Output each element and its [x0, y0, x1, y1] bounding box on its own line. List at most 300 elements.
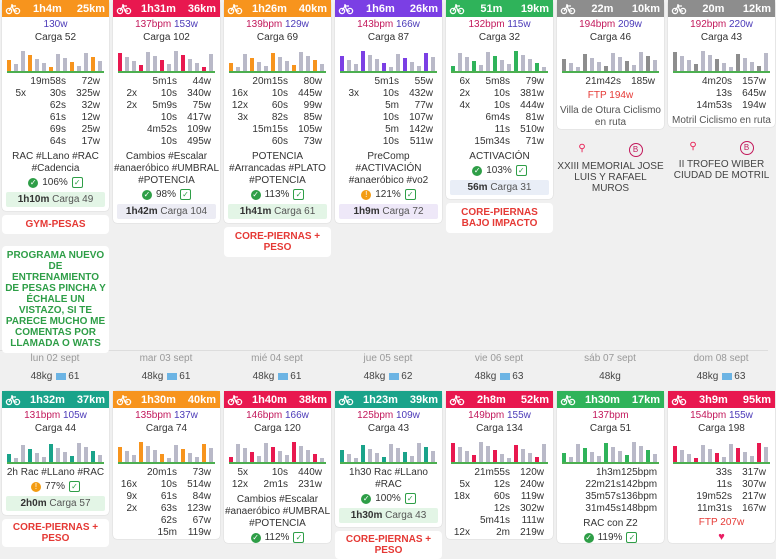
interval-duration: 11m31s — [697, 503, 732, 514]
profile-bar — [757, 66, 761, 71]
profile-bar — [673, 52, 677, 71]
profile-bar — [479, 65, 483, 71]
profile-bar — [417, 66, 421, 71]
weight-value: 48kg — [474, 371, 497, 382]
interval-reps: 9x — [126, 491, 137, 502]
interval-duration: 21m42s — [585, 76, 621, 87]
interval-row — [446, 503, 553, 515]
duration: 2h8m — [477, 393, 506, 406]
workout-note[interactable]: CORE-PIERNAS BAJO IMPACTO — [446, 203, 553, 233]
activity-tags: Cambios #Escalar #anaeróbico #UMBRAL #POTENCIA — [113, 151, 220, 186]
bike-icon — [339, 3, 353, 15]
interval-list — [335, 76, 442, 148]
interval-value: 12w — [81, 112, 100, 123]
completed-checkbox[interactable]: ✓ — [72, 177, 83, 188]
activity-header[interactable] — [668, 391, 775, 408]
day-label: jue 05 sept — [363, 353, 413, 364]
profile-bar — [264, 66, 268, 71]
day-label: mar 03 sept — [139, 353, 193, 364]
interval-row — [113, 467, 220, 479]
interval-value: 217w — [742, 491, 766, 502]
duration: 1h40m — [252, 393, 287, 406]
workout-note[interactable]: GYM-PESAS — [2, 215, 109, 234]
planned-duration: 56m — [467, 182, 488, 193]
interval-reps — [335, 100, 361, 112]
interval-reps: 16x — [231, 88, 248, 99]
profile-bar — [195, 457, 199, 462]
activity-card[interactable] — [668, 0, 775, 127]
bike-icon — [6, 394, 20, 406]
profile-bar — [264, 443, 268, 462]
hrv-icon — [389, 373, 399, 380]
workout-note[interactable]: CORE-PIERNAS + PESO — [2, 519, 109, 547]
interval-duration: 4m52s — [146, 124, 177, 135]
workout-note[interactable]: CORE-PIERNAS + PESO — [335, 531, 442, 559]
profile-bar — [569, 63, 573, 71]
interval-reps — [446, 112, 472, 124]
activity-stats — [2, 410, 109, 422]
hrv-icon — [722, 373, 732, 380]
interval-duration: 10s — [271, 88, 288, 99]
training-load: Carga 32 — [478, 32, 521, 43]
power-profile-chart — [340, 438, 437, 464]
interval-duration: 19m52s — [696, 491, 732, 502]
interval-row — [335, 76, 442, 88]
ftp-badge: FTP 207w — [698, 517, 745, 528]
profile-bar — [271, 447, 275, 462]
profile-bar — [35, 453, 39, 462]
interval-value: 55w — [414, 76, 433, 87]
profile-bar — [28, 449, 32, 462]
activity-header[interactable] — [113, 391, 220, 408]
interval-duration: 11s — [494, 124, 510, 135]
interval-value: 432w — [409, 88, 433, 99]
daily-metrics — [333, 371, 443, 382]
profile-bar — [28, 55, 32, 71]
profile-bar — [479, 442, 483, 462]
avg-heart-rate: 139bpm — [246, 19, 285, 30]
profile-bar — [118, 447, 122, 462]
profile-bar — [243, 448, 247, 462]
profile-bar — [306, 56, 310, 71]
activity-tags: ACTIVACIÓN — [469, 151, 530, 162]
training-load: Carga 52 — [34, 32, 77, 43]
interval-reps — [224, 136, 250, 148]
profile-bar — [403, 452, 407, 462]
interval-list — [668, 467, 775, 515]
interval-reps — [446, 124, 472, 136]
activity-header[interactable] — [446, 391, 553, 408]
interval-duration: 13s — [715, 88, 732, 99]
race-event[interactable] — [557, 143, 664, 194]
interval-row — [113, 491, 220, 503]
interval-reps — [2, 136, 28, 148]
profile-bar — [743, 452, 747, 462]
interval-row — [224, 88, 331, 100]
activity-tags: Cambios #Escalar #anaeróbico #UMBRAL #POTENCIA — [224, 494, 331, 529]
interval-value: 325w — [76, 88, 100, 99]
hrv-icon — [500, 373, 510, 380]
interval-reps — [668, 76, 694, 88]
compliance — [335, 189, 442, 200]
profile-bar — [451, 443, 455, 462]
profile-bar — [174, 445, 178, 462]
interval-row — [446, 491, 553, 503]
compliance — [2, 177, 109, 188]
interval-duration: 35m57s — [585, 491, 621, 502]
interval-reps — [668, 88, 694, 100]
completed-checkbox[interactable]: ✓ — [69, 481, 80, 492]
daily-metrics — [444, 371, 554, 382]
profile-bar — [715, 453, 719, 462]
interval-row — [557, 491, 664, 503]
activity-stats — [446, 410, 553, 422]
bike-icon — [339, 394, 353, 406]
activity-header[interactable] — [113, 0, 220, 17]
profile-bar — [625, 61, 629, 71]
interval-duration: 11s — [716, 479, 732, 490]
profile-bar — [153, 450, 157, 462]
interval-row — [224, 136, 331, 148]
profile-bar — [673, 446, 677, 462]
race-badges — [668, 141, 775, 155]
compliance — [335, 493, 442, 504]
activity-header[interactable] — [557, 391, 664, 408]
profile-bar — [195, 63, 199, 71]
interval-reps: 12x — [231, 100, 248, 111]
profile-bar — [292, 65, 296, 71]
interval-reps — [113, 467, 139, 479]
profile-bar — [597, 62, 601, 71]
profile-bar — [181, 55, 185, 71]
profile-bar — [722, 63, 726, 71]
profile-bar — [472, 455, 476, 462]
training-load: Carga 198 — [698, 423, 745, 434]
activity-card[interactable] — [446, 391, 553, 539]
profile-bar — [514, 445, 518, 462]
interval-value: 85w — [303, 112, 322, 123]
activity-stats — [224, 410, 331, 422]
completed-checkbox[interactable]: ✓ — [293, 532, 304, 543]
bike-icon — [561, 394, 575, 406]
interval-row — [446, 515, 553, 527]
interval-reps — [335, 136, 361, 148]
bike-icon — [6, 3, 20, 15]
activity-header[interactable] — [2, 0, 109, 17]
daily-metrics — [555, 371, 665, 382]
interval-duration: 10s — [493, 100, 510, 111]
profile-bar — [757, 443, 761, 462]
profile-bar — [202, 67, 206, 71]
profile-bar — [125, 451, 129, 462]
interval-row — [2, 112, 109, 124]
planned-duration: 1h10m — [17, 194, 50, 205]
profile-bar — [694, 458, 698, 462]
planned-load: Carga 57 — [46, 498, 91, 509]
training-load: Carga 102 — [143, 32, 190, 43]
interval-value: 142w — [409, 124, 433, 135]
workout-note[interactable]: CORE-PIERNAS + PESO — [224, 227, 331, 257]
distance: 36km — [187, 2, 216, 15]
avg-heart-rate: 149bpm — [468, 410, 507, 421]
profile-bar — [271, 53, 275, 71]
interval-value: 67w — [192, 515, 211, 526]
interval-value: 645w — [742, 88, 766, 99]
training-load: Carga 87 — [367, 32, 410, 43]
bike-icon — [672, 394, 686, 406]
interval-duration: 63s — [160, 503, 177, 514]
duration: 1h31m — [141, 2, 176, 15]
profile-bar — [764, 53, 768, 71]
interval-value: 120w — [520, 467, 544, 478]
avg-power: 109w — [396, 410, 420, 421]
profile-bar — [118, 53, 122, 71]
profile-bar — [486, 52, 490, 71]
activity-stats — [224, 19, 331, 31]
interval-value: 142bpm — [621, 479, 658, 490]
activity-card[interactable] — [557, 391, 664, 543]
compliance-percent: 103% — [486, 165, 512, 176]
profile-bar — [313, 454, 317, 462]
interval-value: 444w — [520, 100, 544, 111]
profile-bar — [354, 64, 358, 71]
activity-header[interactable] — [335, 391, 442, 408]
interval-list — [2, 76, 109, 148]
power-profile-chart — [673, 438, 770, 464]
activity-stats — [557, 410, 664, 422]
interval-value: 73w — [303, 136, 322, 147]
planned-load: Carga 49 — [49, 194, 94, 205]
compliance — [224, 532, 331, 543]
profile-bar — [375, 59, 379, 71]
interval-reps: 2x — [126, 503, 137, 514]
daily-metrics — [222, 371, 332, 382]
interval-duration: 6m4s — [485, 112, 510, 123]
interval-list — [446, 76, 553, 148]
distance: 40km — [187, 393, 216, 406]
profile-bar — [382, 457, 386, 462]
distance: 38km — [298, 393, 327, 406]
interval-reps — [224, 76, 250, 88]
interval-row — [2, 124, 109, 136]
interval-duration: 60s — [493, 491, 510, 502]
interval-reps — [113, 76, 139, 88]
planned-summary[interactable] — [339, 508, 438, 523]
bike-icon: ⚲ — [689, 141, 697, 152]
interval-value: 44w — [192, 76, 211, 87]
profile-bar — [604, 443, 608, 462]
profile-bar — [91, 451, 95, 462]
activity-header[interactable] — [668, 0, 775, 17]
race-event[interactable] — [668, 141, 775, 181]
profile-bar — [528, 59, 532, 71]
completed-checkbox[interactable]: ✓ — [405, 493, 416, 504]
activity-header[interactable] — [335, 0, 442, 17]
hrv-value: 61 — [179, 371, 191, 382]
activity-card[interactable] — [668, 391, 775, 543]
duration: 51m — [480, 2, 503, 15]
interval-row — [2, 76, 109, 88]
interval-value: 157w — [742, 76, 766, 87]
interval-reps — [557, 503, 583, 515]
activity-header[interactable] — [224, 391, 331, 408]
interval-reps — [113, 124, 139, 136]
interval-value: 185w — [631, 76, 655, 87]
interval-duration: 12s — [493, 479, 510, 490]
interval-row — [557, 467, 664, 479]
interval-duration: 15m — [157, 527, 177, 538]
duration: 1h30m — [141, 393, 176, 406]
planned-duration: 2h0m — [20, 498, 47, 509]
activity-card[interactable] — [2, 0, 109, 211]
interval-reps — [335, 112, 361, 124]
interval-value: 231w — [298, 479, 322, 490]
interval-row — [335, 136, 442, 148]
profile-bar — [257, 62, 261, 71]
profile-bar — [292, 442, 296, 462]
profile-bar — [35, 59, 39, 71]
activity-card[interactable] — [224, 0, 331, 223]
profile-bar — [528, 453, 532, 462]
interval-reps: 2x — [126, 100, 137, 111]
profile-bar — [229, 63, 233, 71]
profile-bar — [410, 62, 414, 71]
profile-bar — [632, 65, 636, 71]
planned-load: Carga 61 — [271, 206, 316, 217]
planned-load: Carga 72 — [379, 206, 424, 217]
profile-bar — [84, 53, 88, 71]
planned-summary[interactable] — [228, 204, 327, 219]
planned-summary[interactable] — [339, 204, 438, 219]
activity-card[interactable] — [224, 391, 331, 543]
weight-value: 48kg — [30, 371, 53, 382]
profile-bar — [465, 451, 469, 462]
profile-bar — [56, 54, 60, 71]
race-badges — [557, 143, 664, 157]
profile-bar — [375, 453, 379, 462]
planned-duration: 1h30m — [350, 510, 383, 521]
completed-checkbox[interactable]: ✓ — [516, 165, 527, 176]
interval-row — [668, 88, 775, 100]
warning-icon: ! — [31, 482, 41, 492]
interval-duration: 64s — [49, 136, 66, 147]
profile-bar — [680, 56, 684, 71]
interval-duration: 33s — [715, 467, 732, 478]
activity-tags: 2h Rac #LLano #RAC — [6, 467, 105, 478]
duration: 1h4m — [33, 2, 62, 15]
interval-list — [113, 76, 220, 148]
interval-row — [557, 503, 664, 515]
training-load: Carga 69 — [256, 32, 299, 43]
interval-value: 381w — [520, 88, 544, 99]
activity-header[interactable] — [557, 0, 664, 17]
interval-value: 79w — [525, 76, 544, 87]
planned-summary[interactable] — [6, 496, 105, 511]
event-location: Motril Ciclismo en ruta — [672, 115, 771, 126]
interval-reps: 12x — [231, 479, 248, 490]
profile-bar — [49, 67, 53, 71]
check-circle-icon: ✓ — [143, 189, 151, 199]
interval-value: 219w — [520, 527, 544, 538]
interval-duration: 4m20s — [701, 76, 732, 87]
activity-stats — [335, 19, 442, 31]
interval-duration: 22m21s — [585, 479, 621, 490]
interval-row — [446, 112, 553, 124]
check-circle-icon: ✓ — [29, 177, 37, 187]
interval-row — [446, 88, 553, 100]
profile-bar — [368, 55, 372, 71]
planned-summary[interactable] — [6, 192, 105, 207]
profile-bar — [209, 54, 213, 71]
activity-card[interactable] — [335, 391, 442, 527]
activity-header[interactable] — [446, 0, 553, 17]
interval-value: 445w — [298, 88, 322, 99]
interval-value: 77w — [414, 100, 433, 111]
compliance-percent: 113% — [264, 189, 290, 200]
profile-bar — [729, 67, 733, 71]
bike-icon — [561, 3, 575, 15]
activity-card[interactable] — [113, 0, 220, 223]
completed-checkbox[interactable]: ✓ — [293, 189, 304, 200]
profile-bar — [562, 453, 566, 462]
profile-bar — [340, 450, 344, 462]
interval-row — [113, 479, 220, 491]
interval-value: 148bpm — [621, 503, 658, 514]
weight-value: 48kg — [696, 371, 719, 382]
coach-note[interactable]: PROGRAMA NUEVO DE ENTRENAMIENTO DE PESAS PINCHA Y ÉCHALE UN VISTAZO, SI TE PARECE MUCHO ME COMENTAS POR LLAMADA O WATS — [2, 246, 109, 353]
profile-bar — [236, 444, 240, 462]
profile-bar — [347, 454, 351, 462]
avg-heart-rate: 192bpm — [690, 19, 729, 30]
activity-card[interactable] — [446, 0, 553, 199]
profile-bar — [431, 57, 435, 71]
avg-power: 155w — [729, 410, 753, 421]
interval-reps — [668, 479, 694, 491]
activity-stats — [113, 19, 220, 31]
planned-summary[interactable] — [450, 180, 549, 195]
completed-checkbox[interactable]: ✓ — [626, 532, 637, 543]
profile-bar — [486, 446, 490, 462]
interval-reps — [113, 136, 139, 148]
profile-bar — [507, 64, 511, 71]
profile-bar — [146, 446, 150, 462]
avg-power: 220w — [729, 19, 753, 30]
activity-card[interactable] — [2, 391, 109, 515]
profile-bar — [132, 61, 136, 71]
interval-duration: 19m58s — [30, 76, 66, 87]
planned-summary[interactable] — [117, 204, 216, 219]
completed-checkbox[interactable]: ✓ — [180, 189, 191, 200]
distance: 26km — [409, 2, 438, 15]
activity-card[interactable] — [113, 391, 220, 539]
profile-bar — [542, 67, 546, 71]
profile-bar — [583, 54, 587, 71]
activity-card[interactable] — [335, 0, 442, 223]
interval-row — [446, 76, 553, 88]
activity-header[interactable] — [224, 0, 331, 17]
activity-card[interactable] — [557, 0, 664, 129]
profile-bar — [21, 445, 25, 462]
avg-heart-rate: 132bpm — [468, 19, 508, 30]
interval-row — [224, 76, 331, 88]
interval-reps: 5x — [15, 88, 26, 99]
power-profile-chart — [451, 438, 548, 464]
completed-checkbox[interactable]: ✓ — [405, 189, 416, 200]
activity-header[interactable] — [2, 391, 109, 408]
interval-row — [224, 467, 331, 479]
profile-bar — [750, 456, 754, 462]
profile-bar — [382, 63, 386, 71]
